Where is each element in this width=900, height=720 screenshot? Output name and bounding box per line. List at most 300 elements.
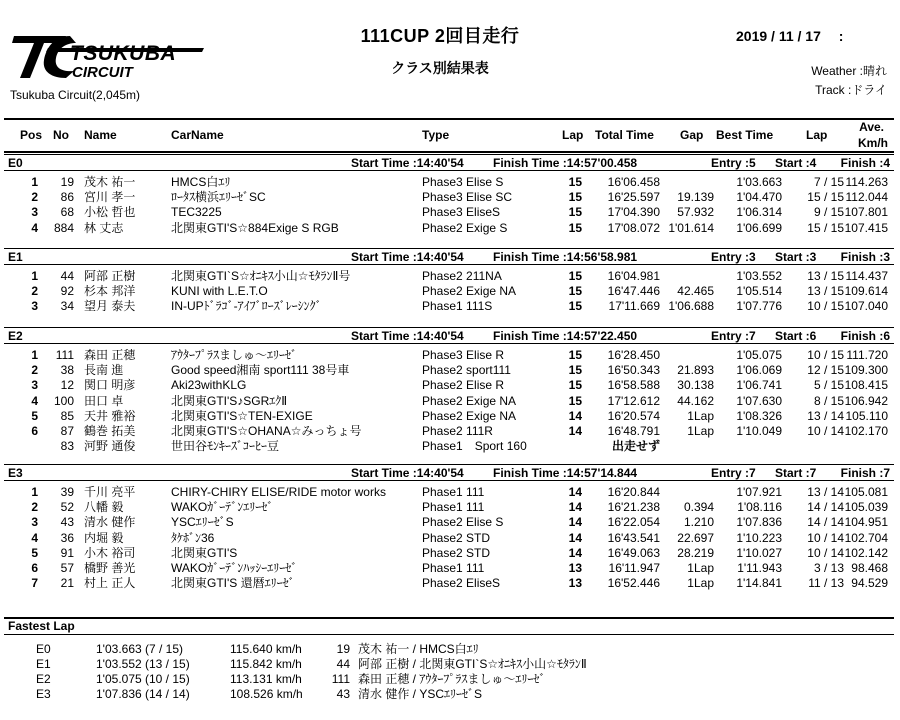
- cell-bestlap: 11 / 13: [808, 576, 844, 591]
- cell-bestlap: 8 / 15: [813, 393, 844, 408]
- cell-name: 阿部 正樹: [84, 269, 136, 283]
- fastest-lap-row: [4, 657, 894, 671]
- cell-car: KUNI with L.E.T.O: [171, 284, 268, 299]
- cell-type: Phase1 111: [422, 561, 485, 575]
- cell-lap: 14: [568, 500, 582, 515]
- logo-text-tsukuba: TSUKUBA: [70, 42, 177, 65]
- cell-ave: 107.801: [844, 205, 888, 220]
- cell-bestlap: 10 / 14: [807, 424, 844, 438]
- cell-bestlap: 15 / 15: [807, 190, 844, 205]
- cell-total: 16'20.574: [607, 408, 660, 423]
- cell-name: 望月 泰夫: [84, 299, 136, 314]
- section-start-time: Start Time :14:40'54: [351, 156, 464, 170]
- cell-bestlap: 10 / 14: [807, 545, 844, 560]
- cell-pos: 2: [31, 363, 38, 378]
- cell-ave: 108.415: [844, 378, 888, 393]
- cell-type: Phase2 Exige NA: [422, 284, 517, 299]
- cell-pos: 1: [31, 485, 38, 499]
- cell-car: Good speed湘南 sport111 38号車: [171, 363, 350, 378]
- cell-total: 16'52.446: [607, 576, 660, 591]
- section-finish-time: Finish Time :14:57'22.450: [493, 329, 638, 343]
- cell-bestlap: 7 / 15: [813, 175, 844, 189]
- cell-type: Phase2 Exige S: [422, 220, 508, 235]
- cell-name: 林 丈志: [84, 220, 124, 235]
- cell-gap: 1'01.614: [668, 220, 714, 235]
- cell-total: 16'25.597: [607, 190, 660, 205]
- cell-lap: 14: [568, 515, 582, 530]
- section-header-e3: [4, 464, 894, 481]
- fastest-lap-row: [4, 672, 894, 686]
- cell-total: 16'49.063: [607, 545, 660, 560]
- cell-type: Phase2 Elise S: [422, 515, 504, 530]
- cell-type: Phase1 111: [422, 500, 485, 515]
- cell-no: 68: [60, 205, 74, 220]
- cell-no: 91: [60, 545, 74, 560]
- fastest-cls: E3: [36, 687, 51, 701]
- cell-no: 86: [60, 190, 74, 205]
- cell-name: 清水 健作: [84, 515, 136, 530]
- fastest-no: 111: [331, 672, 350, 686]
- cell-lap: 15: [568, 190, 582, 205]
- cell-car: 北関東GTI`S☆ｵﾆｷｽ小山☆ﾓﾀﾗﾝⅡ号: [171, 269, 351, 283]
- cell-no: 43: [60, 515, 74, 530]
- section-start-count: Start :4: [775, 156, 817, 170]
- cell-name: 茂木 祐一: [84, 175, 136, 189]
- fastest-speed: 115.640 km/h: [230, 642, 302, 656]
- fastest-time: 1'03.663 (7 / 15): [96, 642, 184, 656]
- cell-car: CHIRY-CHIRY ELISE/RIDE motor works: [171, 485, 386, 499]
- col-name: Name: [84, 128, 117, 142]
- fastest-lap-row: [4, 687, 894, 701]
- cell-bestlap: 10 / 15: [807, 299, 844, 314]
- cell-name: 鶴巻 拓美: [84, 424, 136, 438]
- cell-total: 17'12.612: [607, 393, 660, 408]
- cell-pos: 3: [31, 205, 38, 220]
- fastest-time: 1'07.836 (14 / 14): [96, 687, 190, 701]
- section-header-e0: [4, 154, 894, 171]
- cell-pos: 2: [31, 500, 38, 515]
- fastest-no: 19: [336, 642, 350, 656]
- section-finish-count: Finish :3: [840, 250, 890, 264]
- section-finish-count: Finish :7: [840, 466, 890, 480]
- fastest-speed: 113.131 km/h: [230, 672, 302, 686]
- col-gap: Gap: [680, 128, 704, 142]
- cell-gap: 1Lap: [687, 424, 714, 438]
- cell-type: Phase3 Elise S: [422, 175, 504, 189]
- cell-name: 内堀 毅: [84, 530, 124, 545]
- cell-lap: 15: [568, 284, 582, 299]
- cell-type: Phase2 Exige NA: [422, 393, 517, 408]
- cell-lap: 15: [568, 175, 582, 189]
- fastest-no: 43: [336, 687, 350, 701]
- table-row: [4, 299, 894, 313]
- cell-no: 52: [60, 500, 74, 515]
- cell-pos: 2: [31, 284, 38, 299]
- cell-best: 1'10.223: [736, 530, 782, 545]
- table-row: [4, 500, 894, 514]
- cell-pos: 3: [31, 299, 38, 314]
- cell-car: ｱｳﾀｰﾌﾟﾗｽましゅ～ｴﾘｰｾﾞ: [171, 348, 298, 362]
- cell-best: 1'07.836: [736, 515, 782, 530]
- cell-bestlap: 14 / 14: [807, 500, 844, 515]
- cell-total: 16'28.450: [607, 348, 660, 362]
- cell-gap: 1Lap: [687, 408, 714, 423]
- cell-type: Phase2 EliseS: [422, 576, 501, 591]
- cell-lap: 15: [568, 393, 582, 408]
- cell-ave: 94.529: [851, 576, 888, 591]
- col-bestlap: Lap: [806, 128, 828, 142]
- col-total: Total Time: [595, 128, 654, 142]
- cell-type: Phase2 STD: [422, 530, 491, 545]
- cell-pos: 4: [31, 393, 38, 408]
- cell-pos: 1: [31, 269, 38, 283]
- cell-bestlap: 14 / 14: [807, 515, 844, 530]
- cell-car: WAKOｶﾞｰﾃﾞﾝｴﾘｰｾﾞ: [171, 500, 274, 515]
- cell-best: 1'05.075: [736, 348, 782, 362]
- cell-total: 16'20.844: [607, 485, 660, 499]
- cell-lap: 15: [568, 348, 582, 362]
- cell-car: ﾛｰﾀｽ横浜ｴﾘｰｾﾞSC: [171, 190, 266, 205]
- section-header-e1: [4, 248, 894, 265]
- section-name: E3: [8, 466, 23, 480]
- cell-pos: 7: [31, 576, 38, 591]
- cell-bestlap: 10 / 14: [807, 530, 844, 545]
- cell-best: 1'06.741: [736, 378, 782, 393]
- fastest-time: 1'05.075 (10 / 15): [96, 672, 190, 686]
- cell-total: 17'04.390: [607, 205, 660, 220]
- cell-no: 111: [55, 348, 74, 362]
- cell-type: Phase2 sport111: [422, 363, 511, 378]
- page-subtitle: クラス別結果表: [391, 60, 489, 76]
- cell-name: 河野 通俊: [84, 439, 136, 454]
- table-row: [4, 424, 894, 438]
- col-no: No: [53, 128, 69, 142]
- cell-bestlap: 13 / 15: [807, 269, 844, 283]
- cell-gap: 0.394: [683, 500, 714, 515]
- cell-total: 16'06.458: [607, 175, 660, 189]
- cell-best: 1'08.326: [736, 408, 782, 423]
- cell-pos: 1: [31, 348, 38, 362]
- cell-ave: 102.142: [844, 545, 888, 560]
- cell-lap: 15: [568, 363, 582, 378]
- fastest-speed: 108.526 km/h: [230, 687, 303, 701]
- section-header-e2: [4, 327, 894, 344]
- section-start-time: Start Time :14:40'54: [351, 329, 464, 343]
- table-row: [4, 439, 894, 453]
- section-finish-time: Finish Time :14:57'00.458: [493, 156, 638, 170]
- section-start-count: Start :6: [775, 329, 817, 343]
- cell-total: 16'21.238: [607, 500, 660, 515]
- table-row: [4, 221, 894, 235]
- cell-type: Phase3 EliseS: [422, 205, 501, 220]
- col-car: CarName: [171, 128, 224, 142]
- cell-bestlap: 15 / 15: [807, 220, 844, 235]
- cell-car: 世田谷ﾓﾝｷｰｽﾞｺｰﾋｰ豆: [171, 439, 280, 454]
- cell-bestlap: 9 / 15: [813, 205, 844, 220]
- cell-gap: 44.162: [677, 393, 714, 408]
- cell-lap: 14: [568, 545, 582, 560]
- cell-ave: 106.942: [844, 393, 888, 408]
- cell-car: 北関東GTI'S♪SGRｴｸⅡ: [171, 393, 288, 408]
- column-header: [4, 118, 894, 153]
- cell-best: 1'04.470: [736, 190, 782, 205]
- cell-no: 19: [60, 175, 74, 189]
- table-row: [4, 378, 894, 392]
- cell-pos: 3: [31, 378, 38, 393]
- cell-type: Phase1 Sport 160: [422, 439, 527, 454]
- table-row: [4, 515, 894, 529]
- cell-ave: 105.039: [844, 500, 888, 515]
- logo-text-circuit: CIRCUIT: [72, 64, 133, 81]
- cell-bestlap: 13 / 14: [807, 408, 844, 423]
- section-name: E0: [8, 156, 23, 170]
- fastest-speed: 115.842 km/h: [230, 657, 302, 671]
- cell-total: 17'11.669: [608, 299, 660, 314]
- cell-pos: 1: [31, 175, 38, 189]
- cell-gap: 19.139: [677, 190, 714, 205]
- cell-ave: 105.081: [844, 485, 888, 499]
- table-row: [4, 409, 894, 423]
- col-ave: Ave.: [859, 120, 884, 134]
- cell-lap: 13: [568, 561, 582, 575]
- table-row: [4, 175, 894, 189]
- cell-type: Phase1 111: [422, 485, 485, 499]
- fastest-no: 44: [336, 657, 350, 671]
- cell-type: Phase3 Elise SC: [422, 190, 513, 205]
- fastest-driver: 阿部 正樹 / 北関東GTI`S☆ｵﾆｷｽ小山☆ﾓﾀﾗﾝⅡ: [358, 657, 587, 671]
- cell-lap: 14: [568, 424, 582, 438]
- cell-ave: 112.044: [845, 190, 888, 205]
- cell-car: TEC3225: [171, 205, 222, 220]
- cell-best: 1'14.841: [736, 576, 782, 591]
- cell-name: 天井 雅裕: [84, 408, 136, 423]
- cell-car: YSCｴﾘｰｾﾞS: [171, 515, 234, 530]
- page-title: 111CUP 2回目走行: [360, 26, 520, 46]
- cell-lap: 15: [568, 220, 582, 235]
- table-row: [4, 546, 894, 560]
- cell-pos: 4: [31, 220, 38, 235]
- col-kmh: Km/h: [858, 136, 888, 150]
- cell-car: 北関東GTI'S☆884Exige S RGB: [171, 220, 339, 235]
- event-date: 2019 / 11 / 17 :: [736, 28, 844, 44]
- cell-car: 北関東GTI'S☆OHANA☆みっちょ号: [171, 424, 362, 438]
- cell-no: 92: [60, 284, 74, 299]
- section-finish-count: Finish :6: [840, 329, 890, 343]
- section-start-count: Start :7: [775, 466, 817, 480]
- track-condition: Track :ドライ: [815, 83, 887, 97]
- cell-lap: 15: [568, 205, 582, 220]
- cell-car: 北関東GTI'S☆TEN-EXIGE: [171, 408, 313, 423]
- cell-best: 1'05.514: [736, 284, 782, 299]
- cell-total: 16'04.981: [607, 269, 660, 283]
- section-entry: Entry :3: [711, 250, 756, 264]
- cell-bestlap: 3 / 13: [813, 561, 844, 575]
- cell-best: 1'07.776: [736, 299, 782, 314]
- cell-car: 北関東GTI'S: [171, 545, 238, 560]
- section-entry: Entry :5: [711, 156, 756, 170]
- cell-best: 1'06.069: [736, 363, 782, 378]
- cell-no: 39: [60, 485, 74, 499]
- section-finish-time: Finish Time :14:57'14.844: [493, 466, 638, 480]
- cell-no: 85: [60, 408, 74, 423]
- cell-name: 杉本 邦洋: [84, 284, 136, 299]
- cell-ave: 107.415: [844, 220, 888, 235]
- cell-best: 1'06.314: [736, 205, 782, 220]
- cell-total: 17'08.072: [607, 220, 660, 235]
- section-start-time: Start Time :14:40'54: [351, 466, 464, 480]
- cell-type: Phase2 111R: [422, 424, 493, 438]
- cell-lap: 15: [568, 378, 582, 393]
- col-pos: Pos: [20, 128, 43, 142]
- table-row: [4, 284, 894, 298]
- cell-pos: 5: [31, 408, 38, 423]
- cell-type: Phase3 Elise R: [422, 348, 505, 362]
- fastest-driver: 清水 健作 / YSCｴﾘｰｾﾞS: [358, 687, 483, 701]
- table-row: [4, 363, 894, 377]
- cell-bestlap: 13 / 15: [807, 284, 844, 299]
- section-entry: Entry :7: [711, 466, 756, 480]
- cell-ave: 105.110: [845, 408, 888, 423]
- cell-total: 16'47.446: [607, 284, 660, 299]
- fastest-time: 1'03.552 (13 / 15): [96, 657, 190, 671]
- cell-total: 16'58.588: [607, 378, 660, 393]
- cell-gap: 28.219: [677, 545, 714, 560]
- weather-info: Weather :晴れ: [811, 64, 887, 78]
- cell-no: 100: [53, 393, 74, 408]
- section-start-count: Start :3: [775, 250, 817, 264]
- cell-ave: 111.720: [846, 348, 888, 362]
- cell-best: 1'03.663: [736, 175, 782, 189]
- cell-gap: 30.138: [677, 378, 714, 393]
- cell-ave: 109.614: [844, 284, 888, 299]
- cell-pos: 4: [31, 530, 38, 545]
- table-row: [4, 348, 894, 362]
- cell-best: 1'06.699: [736, 220, 782, 235]
- cell-car: Aki23withKLG: [171, 378, 247, 393]
- cell-name: 関口 明彦: [84, 378, 136, 393]
- fastest-lap-title: Fastest Lap: [8, 619, 75, 633]
- cell-name: 小松 哲也: [84, 205, 136, 220]
- cell-total: 16'11.947: [608, 561, 660, 575]
- cell-no: 87: [60, 424, 74, 438]
- cell-total: 16'43.541: [607, 530, 660, 545]
- cell-ave: 107.040: [844, 299, 888, 314]
- section-name: E1: [8, 250, 23, 264]
- cell-lap: 15: [568, 299, 582, 314]
- cell-type: Phase2 211NA: [422, 269, 502, 283]
- cell-name: 千川 亮平: [84, 485, 136, 499]
- cell-best: 1'11.943: [737, 561, 782, 575]
- cell-pos: 5: [31, 545, 38, 560]
- cell-ave: 109.300: [844, 363, 888, 378]
- fastest-cls: E0: [36, 642, 51, 656]
- cell-best: 1'07.630: [736, 393, 782, 408]
- cell-lap: 15: [568, 269, 582, 283]
- cell-gap: 1Lap: [687, 561, 714, 575]
- cell-bestlap: 12 / 15: [807, 363, 844, 378]
- cell-bestlap: 13 / 14: [807, 485, 844, 499]
- cell-bestlap: 5 / 15: [813, 378, 844, 393]
- cell-ave: 114.263: [845, 175, 888, 189]
- table-row: [4, 269, 894, 283]
- fastest-cls: E1: [36, 657, 51, 671]
- cell-gap: 57.932: [677, 205, 714, 220]
- cell-ave: 102.704: [844, 530, 888, 545]
- fastest-driver: 茂木 祐一 / HMCS白ｴﾘ: [358, 642, 479, 656]
- cell-name: 八幡 毅: [84, 500, 124, 515]
- fastest-lap-row: [4, 642, 894, 656]
- section-finish-time: Finish Time :14:56'58.981: [493, 250, 638, 264]
- cell-best: 1'07.921: [736, 485, 782, 499]
- cell-gap: 1.210: [683, 515, 714, 530]
- cell-ave: 114.437: [845, 269, 888, 283]
- section-name: E2: [8, 329, 23, 343]
- cell-name: 長南 進: [84, 363, 124, 378]
- cell-lap: 14: [568, 530, 582, 545]
- cell-gap: 21.893: [677, 363, 714, 378]
- col-lap: Lap: [562, 128, 584, 142]
- section-finish-count: Finish :4: [840, 156, 890, 170]
- cell-pos: 2: [31, 190, 38, 205]
- cell-best: 1'03.552: [736, 269, 782, 283]
- cell-bestlap: 10 / 15: [807, 348, 844, 362]
- cell-name: 田口 卓: [84, 393, 124, 408]
- cell-total: 16'50.343: [607, 363, 660, 378]
- table-row: [4, 576, 894, 590]
- fastest-cls: E2: [36, 672, 51, 686]
- section-entry: Entry :7: [711, 329, 756, 343]
- cell-no: 34: [60, 299, 74, 314]
- cell-car: 北関東GTI'S 還暦ｴﾘｰｾﾞ: [171, 576, 295, 591]
- cell-gap: 22.697: [677, 530, 714, 545]
- fastest-lap-bar: [4, 617, 894, 635]
- cell-gap: 1Lap: [687, 576, 714, 591]
- cell-name: 森田 正穂: [84, 348, 136, 362]
- cell-no: 36: [60, 530, 74, 545]
- cell-type: Phase2 Elise R: [422, 378, 505, 393]
- cell-gap: 1'06.688: [668, 299, 714, 314]
- cell-pos: 6: [31, 424, 38, 438]
- table-row: [4, 531, 894, 545]
- table-row: [4, 485, 894, 499]
- cell-no: 83: [60, 439, 74, 454]
- cell-car: HMCS白ｴﾘ: [171, 175, 231, 189]
- cell-name: 橋野 善光: [84, 561, 136, 575]
- cell-name: 宮川 孝一: [84, 190, 136, 205]
- col-type: Type: [422, 128, 450, 142]
- cell-best: 1'10.027: [736, 545, 782, 560]
- cell-type: Phase2 STD: [422, 545, 491, 560]
- cell-lap: 14: [568, 408, 582, 423]
- cell-best: 1'08.116: [737, 500, 782, 515]
- cell-type: Phase1 111S: [422, 299, 493, 314]
- cell-no: 12: [60, 378, 74, 393]
- table-row: [4, 190, 894, 204]
- cell-ave: 104.951: [844, 515, 888, 530]
- cell-total: 16'48.791: [607, 424, 660, 438]
- cell-total: 出走せず: [611, 439, 660, 454]
- cell-name: 村上 正人: [84, 576, 136, 591]
- fastest-driver: 森田 正穂 / ｱｳﾀｰﾌﾟﾗｽましゅ～ｴﾘｰｾﾞ: [358, 672, 546, 686]
- cell-type: Phase2 Exige NA: [422, 408, 517, 423]
- cell-pos: 3: [31, 515, 38, 530]
- cell-pos: 6: [31, 561, 38, 575]
- table-row: [4, 561, 894, 575]
- cell-no: 21: [60, 576, 74, 591]
- cell-ave: 102.170: [844, 424, 888, 438]
- cell-name: 小木 裕司: [84, 545, 136, 560]
- cell-total: 16'22.054: [607, 515, 660, 530]
